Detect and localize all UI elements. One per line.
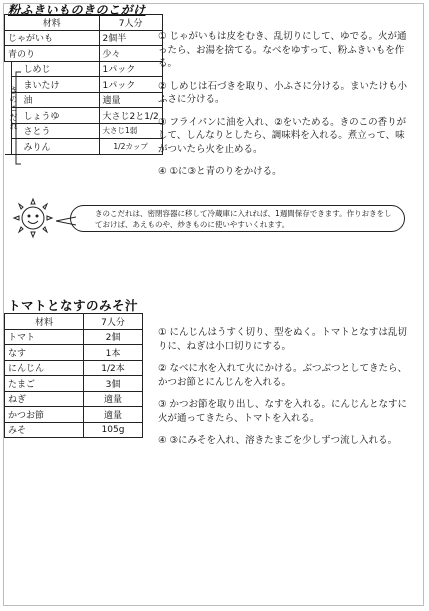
ingredient-qty: 1/2本 (84, 360, 143, 376)
note-bubble: きのこだれは、密閉容器に移して冷蔵庫に入れれば、1週間保存できます。作りおきをしておけば、あえものや、炒きものに使いやすいくれます。 (70, 205, 405, 232)
table-row (5, 77, 163, 93)
header-qty: 7人分 (84, 314, 143, 330)
recipe2-ingredient-table (4, 313, 143, 438)
ingredient-qty: 2個 (84, 329, 143, 345)
header-name: 材料 (5, 314, 84, 330)
ingredient-name: まいたけ (11, 77, 99, 93)
ingredient-name: みりん (11, 139, 99, 155)
table-row (5, 345, 143, 361)
recipe1-title: 粉ふきいものきのこがけ (8, 3, 146, 17)
ingredient-qty: 大さじ2と1/2 (99, 108, 162, 124)
ingredient-qty: 1パック (99, 77, 162, 93)
header-qty: 7人分 (99, 15, 162, 31)
step-1: ① にんじんはうすく切り、型をぬく。トマトとなすは乱切りに、ねぎは小口切りにする。 (158, 327, 407, 352)
ingredient-qty: 1パック (99, 61, 162, 77)
table-row (5, 61, 163, 77)
ingredient-name: さとう (11, 123, 99, 139)
ingredient-qty: 105g (84, 422, 143, 438)
table-row (5, 139, 163, 155)
ingredient-name: みそ (5, 422, 84, 438)
step-1: ① じゃがいもは皮をむき、乱切りにして、ゆでる。火が通ったら、お湯を捨てる。なべをゆすって、粉ふきいもを作る。 (158, 31, 407, 69)
step-3: ③ フライパンに油を入れ、②をいためる。きのこの香りがして、しんなりとしたら、調味料を入れる。煮立って、味がついたら火を止める。 (158, 116, 407, 155)
step-4: ④ ①に③と青のりをかける。 (158, 166, 282, 177)
table-row (5, 92, 163, 108)
table-row (5, 422, 143, 438)
ingredient-name: なす (5, 345, 84, 361)
ingredient-qty: 適量 (84, 391, 143, 407)
ingredient-name: じゃがいも (5, 30, 100, 46)
table-row (5, 360, 143, 376)
table-row (5, 391, 143, 407)
sauce-group-label: きのこだれ (9, 86, 18, 131)
ingredient-qty: 適量 (99, 92, 162, 108)
ingredient-qty: 少々 (99, 46, 162, 62)
step-3: ③ かつお節を取り出し、なすを入れる。にんじんとなすに火が通ってきたら、トマトを入れる。 (158, 399, 408, 424)
table-row (5, 30, 163, 46)
ingredient-name: 青のり (5, 46, 100, 62)
ingredient-qty: 1本 (84, 345, 143, 361)
ingredient-name: 油 (11, 92, 99, 108)
ingredient-qty: 大さじ1弱 (99, 123, 162, 139)
ingredient-name: かつお節 (5, 407, 84, 423)
table-row (5, 376, 143, 392)
ingredient-qty: 3個 (84, 376, 143, 392)
table-header-row (5, 314, 143, 330)
step-4: ④ ③にみそを入れ、溶きたまごを少しずつ流し入れる。 (158, 435, 398, 446)
header-name: 材料 (5, 15, 100, 31)
ingredient-name: トマト (5, 329, 84, 345)
table-row (5, 329, 143, 345)
ingredient-name: たまご (5, 376, 84, 392)
ingredient-qty: 1/2カップ (99, 139, 162, 155)
step-2: ② しめじは石づきを取り、小ふさに分ける。まいたけも小ふさに分ける。 (158, 80, 408, 105)
table-header-row (5, 15, 163, 31)
table-row (5, 46, 163, 62)
table-row (5, 123, 163, 139)
recipe2-steps (158, 326, 414, 457)
ingredient-name: ねぎ (5, 391, 84, 407)
ingredient-name: しめじ (11, 61, 99, 77)
recipe1-ingredient-table (4, 14, 163, 155)
ingredient-name: しょうゆ (11, 108, 99, 124)
recipe2-title: トマトとなすのみそ汁 (8, 298, 139, 313)
step-2: ② なべに水を入れて火にかける。ぶつぶつとしてきたら、かつお節とにんじんを入れる。 (158, 363, 408, 388)
table-row (5, 108, 163, 124)
table-row (5, 407, 143, 423)
ingredient-name: にんじん (5, 360, 84, 376)
recipe1-steps (158, 30, 414, 188)
ingredient-qty: 2個半 (99, 30, 162, 46)
ingredient-qty: 適量 (84, 407, 143, 423)
sun-mascot-icon (12, 197, 54, 239)
